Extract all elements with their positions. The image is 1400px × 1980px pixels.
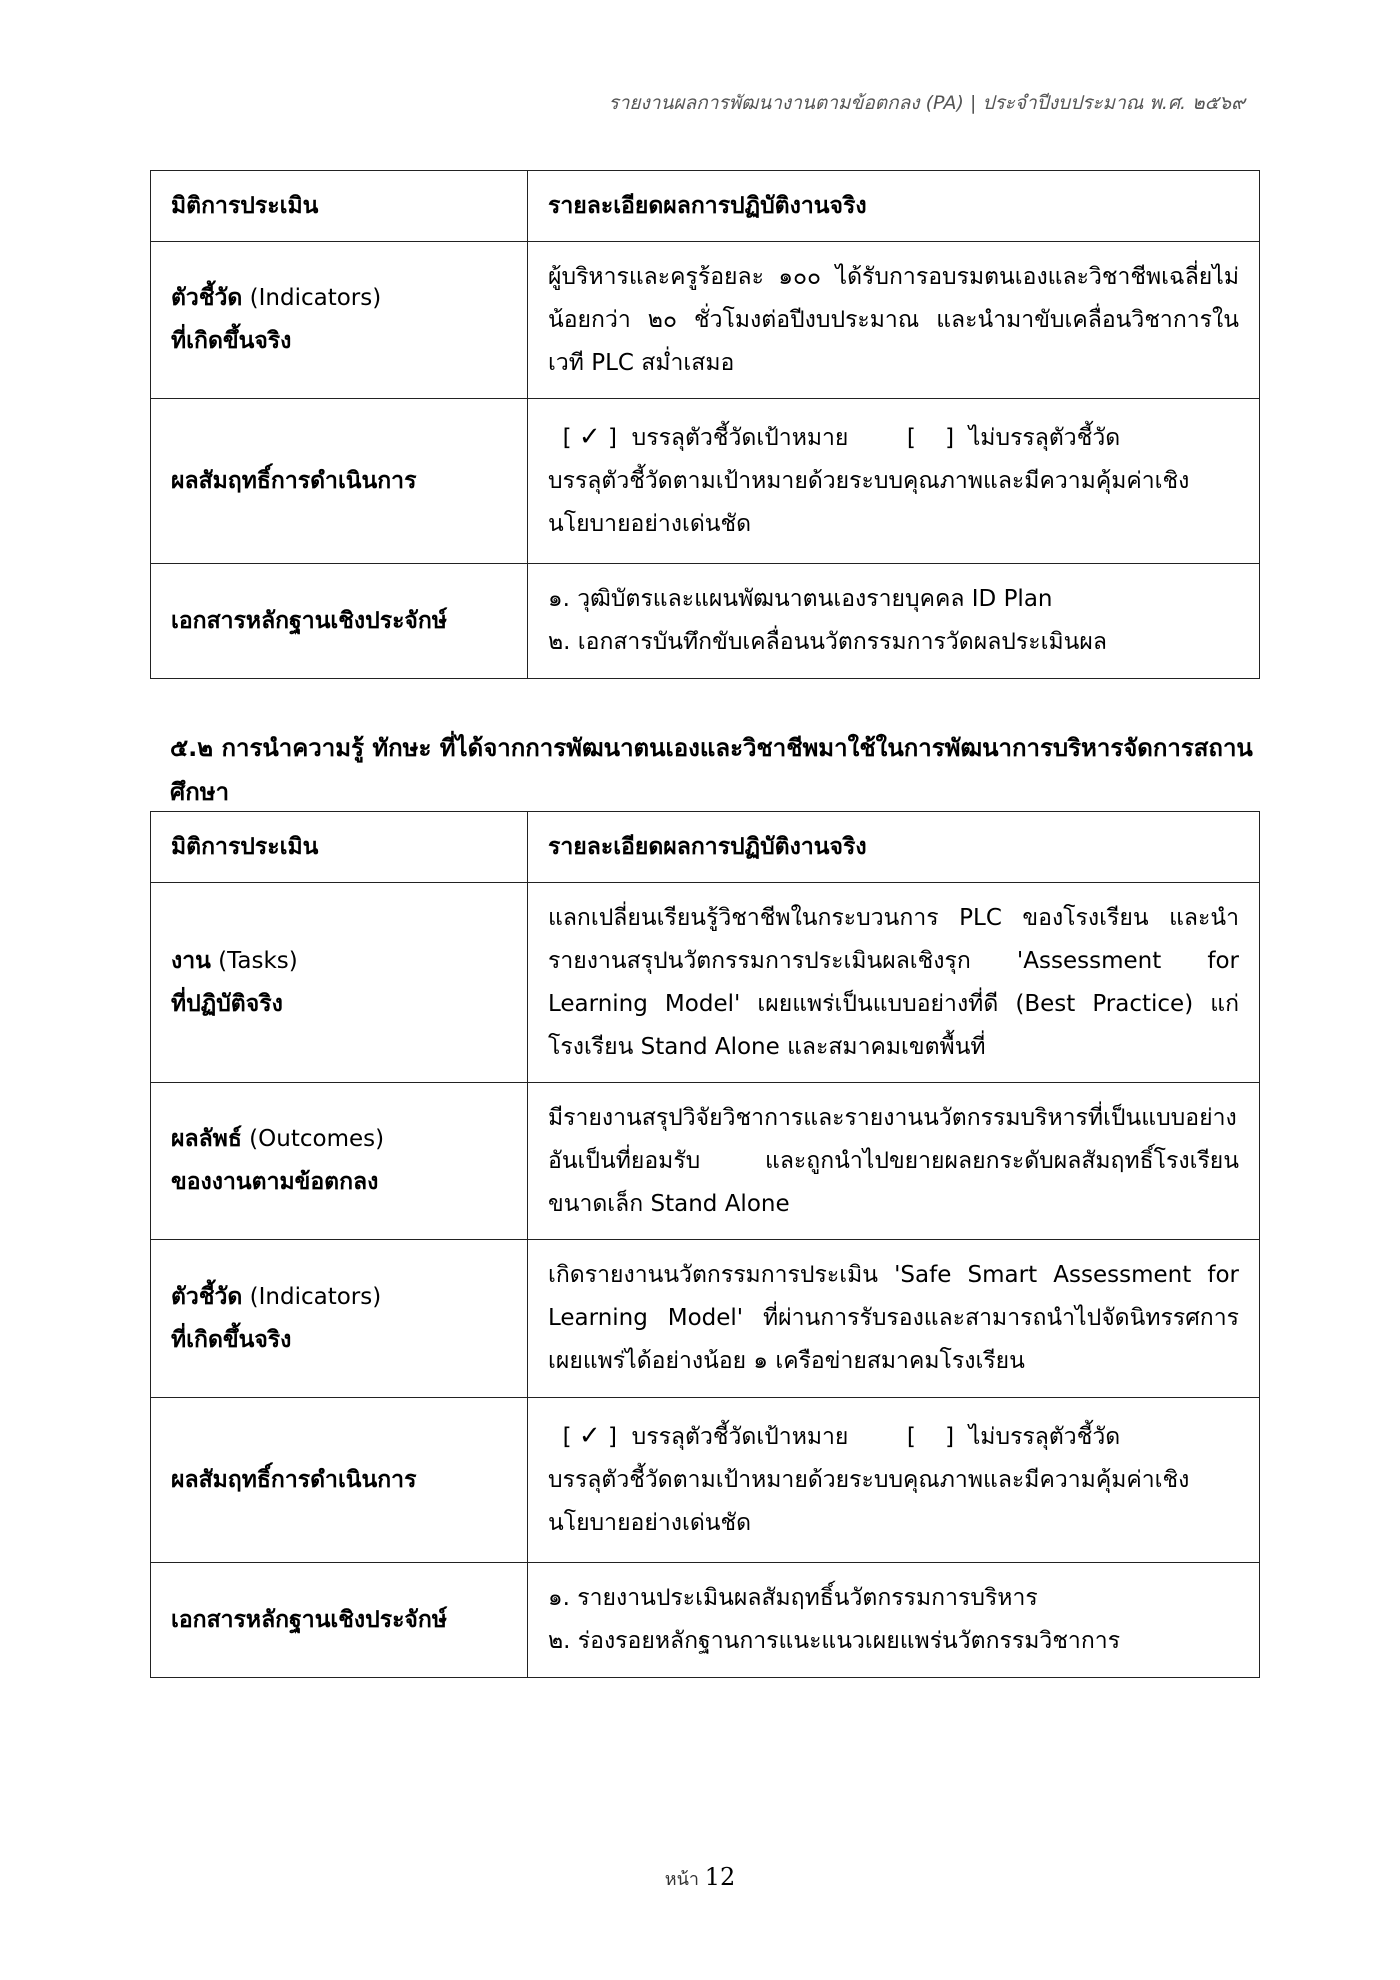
- option-not-achieved: ไม่บรรลุตัวชี้วัด: [968, 425, 1121, 451]
- evidence-item: ๒. ร่องรอยหลักฐานการแนะแนวเผยแพร่นวัตกรรมวิชาการ: [548, 1628, 1121, 1654]
- row-label-indicators: [151, 1240, 528, 1398]
- table-header-row: [151, 171, 1260, 242]
- label-bold: งาน: [171, 947, 211, 974]
- label-line2: ของงานตามข้อตกลง: [171, 1169, 379, 1195]
- label-line2: ที่เกิดขึ้นจริง: [171, 1326, 292, 1353]
- checkbox-line: [ ✓ ] บรรลุตัวชี้วัดเป้าหมาย [ ] ไม่บรรลุตัวชี้วัด: [548, 416, 1239, 460]
- label-bold: ตัวชี้วัด: [171, 1283, 243, 1310]
- row-label-tasks: [151, 883, 528, 1083]
- row-detail-outcomes: มีรายงานสรุปวิจัยวิชาการและรายงานนวัตกรรมบริหารที่เป็นแบบอย่างอันเป็นที่ยอมรับ และถูกนำไปขยายผลยกระดับผลสัมฤทธิ์โรงเรียนขนาดเล็ก Stand Alone: [528, 1083, 1260, 1240]
- label-english: (Outcomes): [241, 1126, 385, 1152]
- option-not-achieved: ไม่บรรลุตัวชี้วัด: [968, 1424, 1121, 1450]
- row-detail-achievement: [528, 399, 1260, 564]
- checkmark-icon: ✓: [578, 1421, 601, 1451]
- column-header-detail: รายละเอียดผลการปฏิบัติงานจริง: [528, 812, 1260, 883]
- evidence-item: ๑. วุฒิบัตรและแผนพัฒนาตนเองรายบุคคล ID Plan: [548, 586, 1053, 612]
- row-label-outcomes: [151, 1083, 528, 1240]
- row-detail-indicators: ผู้บริหารและครูร้อยละ ๑๐๐ ได้รับการอบรมตนเองและวิชาชีพเฉลี่ยไม่น้อยกว่า ๒๐ ชั่วโมงต่อปีงบประมาณ และนำมาขับเคลื่อนวิชาการในเวที PLC สม่ำเสมอ: [528, 242, 1260, 399]
- label-bold: ตัวชี้วัด: [171, 285, 243, 311]
- column-header-detail: รายละเอียดผลการปฏิบัติงานจริง: [528, 171, 1260, 242]
- evaluation-table-2: [150, 811, 1260, 1678]
- evidence-item: ๒. เอกสารบันทึกขับเคลื่อนนวัตกรรมการวัดผลประเมินผล: [548, 629, 1107, 655]
- row-label-achievement: ผลสัมฤทธิ์การดำเนินการ: [151, 1398, 528, 1563]
- row-label-evidence: เอกสารหลักฐานเชิงประจักษ์: [151, 564, 528, 679]
- row-label-evidence: เอกสารหลักฐานเชิงประจักษ์: [151, 1563, 528, 1678]
- table-row-evidence: [151, 1563, 1260, 1678]
- achievement-detail: บรรลุตัวชี้วัดตามเป้าหมายด้วยระบบคุณภาพและมีความคุ้มค่าเชิงนโยบายอย่างเด่นชัด: [548, 468, 1190, 537]
- table-row-evidence: [151, 564, 1260, 679]
- page-footer: [0, 1863, 1400, 1893]
- column-header-dimension: มิติการประเมิน: [151, 171, 528, 242]
- label-english: (Indicators): [242, 285, 382, 311]
- label-line2: ที่ปฏิบัติจริง: [171, 990, 283, 1017]
- running-header: รายงานผลการพัฒนางานตามข้อตกลง (PA) | ประจำปีงบประมาณ พ.ศ. ๒๕๖๙: [608, 92, 1245, 114]
- column-header-dimension: มิติการประเมิน: [151, 812, 528, 883]
- label-bold: ผลลัพธ์: [171, 1126, 242, 1152]
- checkmark-icon: ✓: [578, 422, 601, 452]
- evidence-item: ๑. รายงานประเมินผลสัมฤทธิ์นวัตกรรมการบริหาร: [548, 1585, 1038, 1611]
- option-achieved: บรรลุตัวชี้วัดเป้าหมาย: [631, 425, 849, 451]
- row-detail-evidence: [528, 1563, 1260, 1678]
- row-detail-achievement: [528, 1398, 1260, 1563]
- checkbox-line: [ ✓ ] บรรลุตัวชี้วัดเป้าหมาย [ ] ไม่บรรลุตัวชี้วัด: [548, 1415, 1239, 1459]
- table-row-indicators: [151, 1240, 1260, 1398]
- achievement-detail: บรรลุตัวชี้วัดตามเป้าหมายด้วยระบบคุณภาพและมีความคุ้มค่าเชิงนโยบายอย่างเด่นชัด: [548, 1467, 1190, 1536]
- option-achieved: บรรลุตัวชี้วัดเป้าหมาย: [631, 1424, 849, 1450]
- table-row-achievement: [151, 1398, 1260, 1563]
- table-row-outcomes: [151, 1083, 1260, 1240]
- page-number: 12: [704, 1863, 736, 1891]
- label-line2: ที่เกิดขึ้นจริง: [171, 328, 292, 354]
- row-label-achievement: ผลสัมฤทธิ์การดำเนินการ: [151, 399, 528, 564]
- section-heading: ๕.๒ การนำความรู้ ทักษะ ที่ได้จากการพัฒนาตนเองและวิชาชีพมาใช้ในการพัฒนาการบริหารจัดการสถานศึกษา: [170, 734, 1253, 806]
- evaluation-table-1: [150, 170, 1260, 679]
- table-row-achievement: [151, 399, 1260, 564]
- label-english: (Indicators): [242, 1283, 382, 1310]
- row-detail-indicators: เกิดรายงานนวัตกรรมการประเมิน 'Safe Smart Assessment for Learning Model' ที่ผ่านการรับรองและสามารถนำไปจัดนิทรรศการเผยแพร่ได้อย่างน้อย ๑ เครือข่ายสมาคมโรงเรียน: [528, 1240, 1260, 1398]
- row-detail-tasks: แลกเปลี่ยนเรียนรู้วิชาชีพในกระบวนการ PLC ของโรงเรียน และนำรายงานสรุปนวัตกรรมการประเมินผลเชิงรุก 'Assessment for Learning Model' เผยแพร่เป็นแบบอย่างที่ดี (Best Practice) แก่โรงเรียน Stand Alone และสมาคมเขตพื้นที่: [528, 883, 1260, 1083]
- row-detail-evidence: [528, 564, 1260, 679]
- label-english: (Tasks): [210, 947, 298, 974]
- table-row-tasks: [151, 883, 1260, 1083]
- page-label: หน้า: [664, 1869, 699, 1890]
- table-row-indicators: [151, 242, 1260, 399]
- row-label-indicators: [151, 242, 528, 399]
- table-header-row: [151, 812, 1260, 883]
